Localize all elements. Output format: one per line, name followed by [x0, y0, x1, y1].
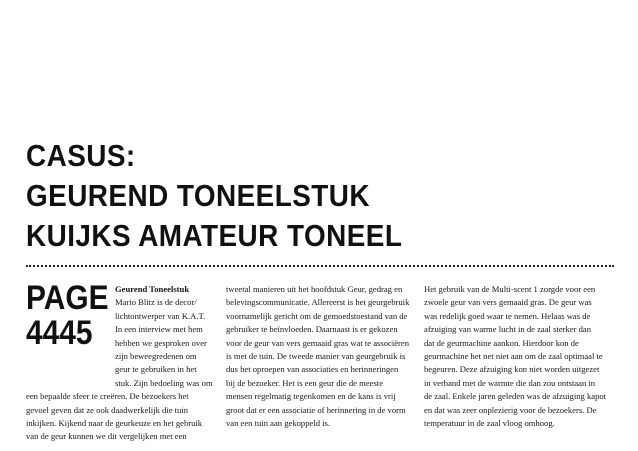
text-line: temperatuur in de zaal vloog omhoog.: [424, 418, 555, 429]
text-line: belevingscommunicatie. Allereerst is het geurgebruik: [226, 297, 410, 308]
dotted-divider: [26, 265, 614, 267]
text-line: is met de tuin. De tweede manier van geurgebruik is: [226, 351, 406, 362]
text-line: dat de geurmachine aankon. Hierdoor kon de: [424, 337, 579, 348]
text-line: stuk. Zijn bedoeling was om: [115, 377, 213, 388]
text-line: zwoele geur van vers gemaaid gras. De geur was: [424, 297, 592, 308]
section-heading: Geurend Toneelstuk: [115, 284, 190, 294]
text-line: de zaal. Enkele jaren geleden was de afzuiging kapot: [424, 391, 607, 402]
text-line: groot dat er een associatie of herinnering in de vorm: [226, 404, 406, 415]
text-line: geur te gebruiken in het: [115, 364, 197, 375]
title-line-3: KUIJKS AMATEUR TONEEL: [26, 218, 403, 253]
text-line: Het gebruik van de Multi-scent 1 zorgde voor een: [424, 284, 596, 294]
text-line: geurmachine het net niet aan om de zaal optimaal te: [424, 351, 603, 362]
text-line: hebben we gesproken over: [115, 337, 207, 348]
text-line: lichtontwerper van K.A.T.: [115, 310, 206, 321]
text-line: inkijken. Kijkend naar de geurkeuze en het gebruik: [26, 418, 203, 429]
title-line-2: GEUREND TONEELSTUK: [26, 178, 370, 213]
text-line: In een interview met hem: [115, 324, 203, 335]
text-line: een bepaalde sfeer te creëren. De bezoekers het: [26, 391, 189, 402]
text-column-2: [226, 283, 414, 430]
page-number: 4445: [26, 314, 93, 352]
text-line: in verband met de warmte die dan zou ontstaan in: [424, 377, 596, 388]
text-line: Mario Blitz is de decor/: [115, 297, 197, 308]
text-line: dus het oproepen van associaties en herinneringen: [226, 364, 399, 375]
text-line: tweetal manieren uit het hoofdstuk Geur, gedrag en: [226, 284, 403, 294]
text-line: voor de geur van vers gemaaid gras wat te associëren: [226, 337, 410, 348]
text-line: gebruiker te beïnvloeden. Daarnaast is er gekozen: [226, 324, 398, 335]
text-line: voornamelijk gericht om de gemoedstoestand van de: [226, 310, 408, 321]
text-line: was redelijk goed waar te nemen. Helaas was de: [424, 310, 591, 321]
text-line: begeuren. Deze afzuiging kon niet worden uitgezet: [424, 364, 600, 375]
text-line: bij de bezoeker. Het is een geur die de meeste: [226, 377, 384, 388]
text-line: afzuiging van warme lucht in de zaal sterker dan: [424, 324, 592, 335]
text-line: van de geur kunnen we dit vergelijken met een: [26, 431, 187, 442]
text-line: mensen regelmatig tegenkomen en de kans is vrij: [226, 391, 396, 402]
page-word: PAGE: [26, 279, 109, 317]
text-line: van een tuin aan gekoppeld is.: [226, 418, 331, 429]
title-line-1: CASUS:: [26, 138, 136, 173]
page-title: [26, 136, 402, 256]
text-column-3: [424, 283, 616, 430]
text-column-1: [26, 279, 216, 444]
text-line: zijn beweegredenen om: [115, 351, 197, 362]
text-line: gevoel geven dat ze ook daadwerkelijk die tuin: [26, 404, 189, 415]
text-line: en dat was zeer onplezierig voor de bezoekers. De: [424, 404, 597, 415]
